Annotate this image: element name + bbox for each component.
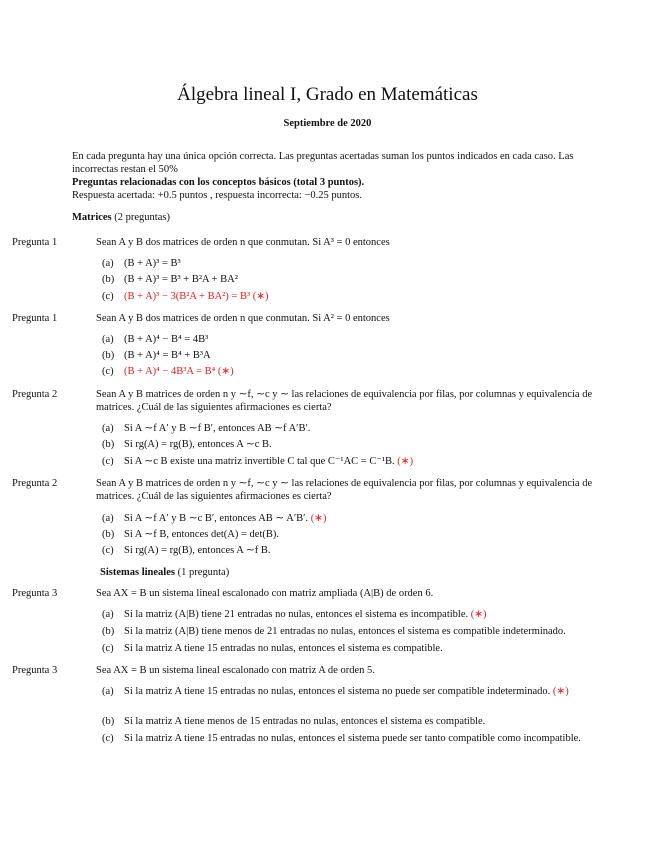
section-points-heading: Preguntas relacionadas con los conceptos básicos (total 3 puntos). bbox=[72, 177, 365, 188]
option-text: Si A ∼f B, entonces det(A) = det(B). bbox=[124, 529, 279, 540]
option-text: (B + A)³ = B³ + B²A + BA² bbox=[124, 274, 238, 285]
option-letter: (c) bbox=[102, 733, 114, 744]
question-text: Sean A y B dos matrices de orden n que conmutan. Si A³ = 0 entonces bbox=[96, 237, 390, 248]
option-text: Si rg(A) = rg(B), entonces A ∼f B. bbox=[124, 545, 271, 556]
option-letter: (c) bbox=[102, 545, 114, 556]
section-count: (2 preguntas) bbox=[114, 212, 170, 223]
answer-option-correct bbox=[102, 685, 602, 698]
option-text: (B + A)³ − 3(B²A + BA²) = B³ (∗) bbox=[124, 291, 269, 302]
option-text: (B + A)⁴ − B⁴ = 4B³ bbox=[124, 334, 209, 345]
option-letter: (a) bbox=[102, 258, 114, 269]
option-text bbox=[124, 455, 602, 468]
correct-answer-marker: (∗) bbox=[470, 609, 487, 620]
option-text: Si A ∼f A′ y B ∼c B′, entonces AB ∼ A′B′. (∗) bbox=[124, 513, 327, 524]
instructions-text: En cada pregunta hay una única opción correcta. Las preguntas acertadas suman los puntos indicados en cada caso. Las incorrectas restan el 50% bbox=[72, 151, 574, 175]
option-letter: (a) bbox=[102, 686, 114, 697]
answer-option bbox=[102, 715, 602, 728]
option-letter: (c) bbox=[102, 291, 114, 302]
correct-answer-marker: (∗) bbox=[397, 456, 414, 467]
option-text: Si la matriz A tiene menos de 15 entradas no nulas, entonces el sistema es compatible. bbox=[124, 716, 486, 727]
option-text-main: Si A ∼c B existe una matriz invertible C tal que C⁻¹AC = C⁻¹B. (∗) bbox=[124, 456, 414, 467]
option-text: (B + A)⁴ − 4B³A = B⁴ (∗) bbox=[124, 366, 234, 377]
answer-option bbox=[102, 642, 602, 655]
question-text: Sean A y B matrices de orden n y ∼f, ∼c y ∼ las relaciones de equivalencia por filas, por columnas y equivalencia de matrices. ¿Cuál de las siguientes afirmaciones es cierta? bbox=[96, 478, 593, 502]
correct-answer-marker: (∗) bbox=[310, 513, 327, 524]
question bbox=[12, 477, 604, 503]
answer-option-correct bbox=[102, 512, 602, 525]
answer-option bbox=[102, 625, 602, 638]
question-text: Sean A y B matrices de orden n y ∼f, ∼c y ∼ las relaciones de equivalencia por filas, por columnas y equivalencia de matrices. ¿Cuál de las siguientes afirmaciones es cierta? bbox=[96, 389, 593, 413]
answer-option bbox=[102, 349, 602, 362]
option-text: (B + A)⁴ = B⁴ + B³A bbox=[124, 350, 211, 361]
option-letter: (a) bbox=[102, 334, 114, 345]
section-heading-sistemas bbox=[100, 567, 638, 578]
option-letter: (a) bbox=[102, 609, 114, 620]
question bbox=[12, 312, 604, 325]
question-text: Sea AX = B un sistema lineal escalonado con matriz ampliada (A|B) de orden 6. bbox=[96, 588, 434, 599]
instructions bbox=[72, 150, 610, 202]
answer-option bbox=[102, 528, 602, 541]
section-title: Matrices bbox=[72, 212, 112, 223]
option-letter: (c) bbox=[102, 366, 114, 377]
answer-option bbox=[102, 257, 602, 270]
question-text: Sea AX = B un sistema lineal escalonado con matriz A de orden 5. bbox=[96, 665, 375, 676]
answer-option bbox=[102, 544, 602, 557]
option-letter: (a) bbox=[102, 513, 114, 524]
answer-option bbox=[102, 422, 602, 435]
question-text: Sean A y B dos matrices de orden n que conmutan. Si A² = 0 entonces bbox=[96, 313, 390, 324]
question bbox=[12, 664, 604, 677]
answer-option-correct bbox=[102, 365, 602, 378]
option-text: Si la matriz A tiene 15 entradas no nulas, entonces el sistema puede ser tanto compatible como incompatible. bbox=[124, 733, 581, 744]
section-heading-matrices bbox=[72, 212, 610, 223]
question-label: Pregunta 3 bbox=[12, 588, 58, 599]
option-text: Si A ∼f A′ y B ∼f B′, entonces AB ∼f A′B′. bbox=[124, 423, 311, 434]
section-count: (1 pregunta) bbox=[177, 567, 230, 578]
answer-option-correct bbox=[102, 608, 602, 621]
question bbox=[12, 236, 604, 249]
answer-option-correct bbox=[102, 290, 602, 303]
option-text: Si la matriz (A|B) tiene 21 entradas no nulas, entonces el sistema es incompatible. (∗) bbox=[124, 609, 487, 620]
option-text: Si la matriz A tiene 15 entradas no nulas, entonces el sistema no puede ser compatible indeterminado. (∗) bbox=[124, 686, 569, 697]
answer-option bbox=[102, 455, 602, 468]
answer-option bbox=[102, 732, 602, 745]
question bbox=[12, 587, 604, 600]
option-letter: (b) bbox=[102, 439, 115, 450]
question-label: Pregunta 2 bbox=[12, 389, 58, 400]
question-label: Pregunta 1 bbox=[12, 313, 58, 324]
answer-option bbox=[102, 273, 602, 286]
option-letter: (c) bbox=[102, 643, 114, 654]
scoring-text: Respuesta acertada: +0.5 puntos , respuesta incorrecta: −0.25 puntos. bbox=[72, 190, 363, 201]
option-text: Si rg(A) = rg(B), entonces A ∼c B. bbox=[124, 439, 272, 450]
question-label: Pregunta 1 bbox=[12, 237, 58, 248]
option-text: Si la matriz A tiene 15 entradas no nulas, entonces el sistema es compatible. bbox=[124, 643, 443, 654]
exam-date: Septiembre de 2020 bbox=[283, 118, 372, 129]
option-letter: (b) bbox=[102, 274, 115, 285]
answer-option bbox=[102, 333, 602, 346]
option-letter: (b) bbox=[102, 716, 115, 727]
question bbox=[12, 388, 604, 414]
option-letter: (b) bbox=[102, 626, 115, 637]
option-letter: (a) bbox=[102, 423, 114, 434]
option-letter: (b) bbox=[102, 529, 115, 540]
option-letter: (c) bbox=[102, 456, 114, 467]
correct-answer-marker: (∗) bbox=[552, 686, 569, 697]
section-title: Sistemas lineales bbox=[100, 567, 175, 578]
option-text: (B + A)³ = B³ bbox=[124, 258, 181, 269]
option-text: Si la matriz (A|B) tiene menos de 21 entradas no nulas, entonces el sistema es compatible indeterminado. bbox=[124, 626, 566, 637]
option-letter: (b) bbox=[102, 350, 115, 361]
answer-option bbox=[102, 438, 602, 451]
question-label: Pregunta 2 bbox=[12, 478, 58, 489]
exam-title: Álgebra lineal I, Grado en Matemáticas bbox=[177, 84, 478, 105]
question-label: Pregunta 3 bbox=[12, 665, 58, 676]
